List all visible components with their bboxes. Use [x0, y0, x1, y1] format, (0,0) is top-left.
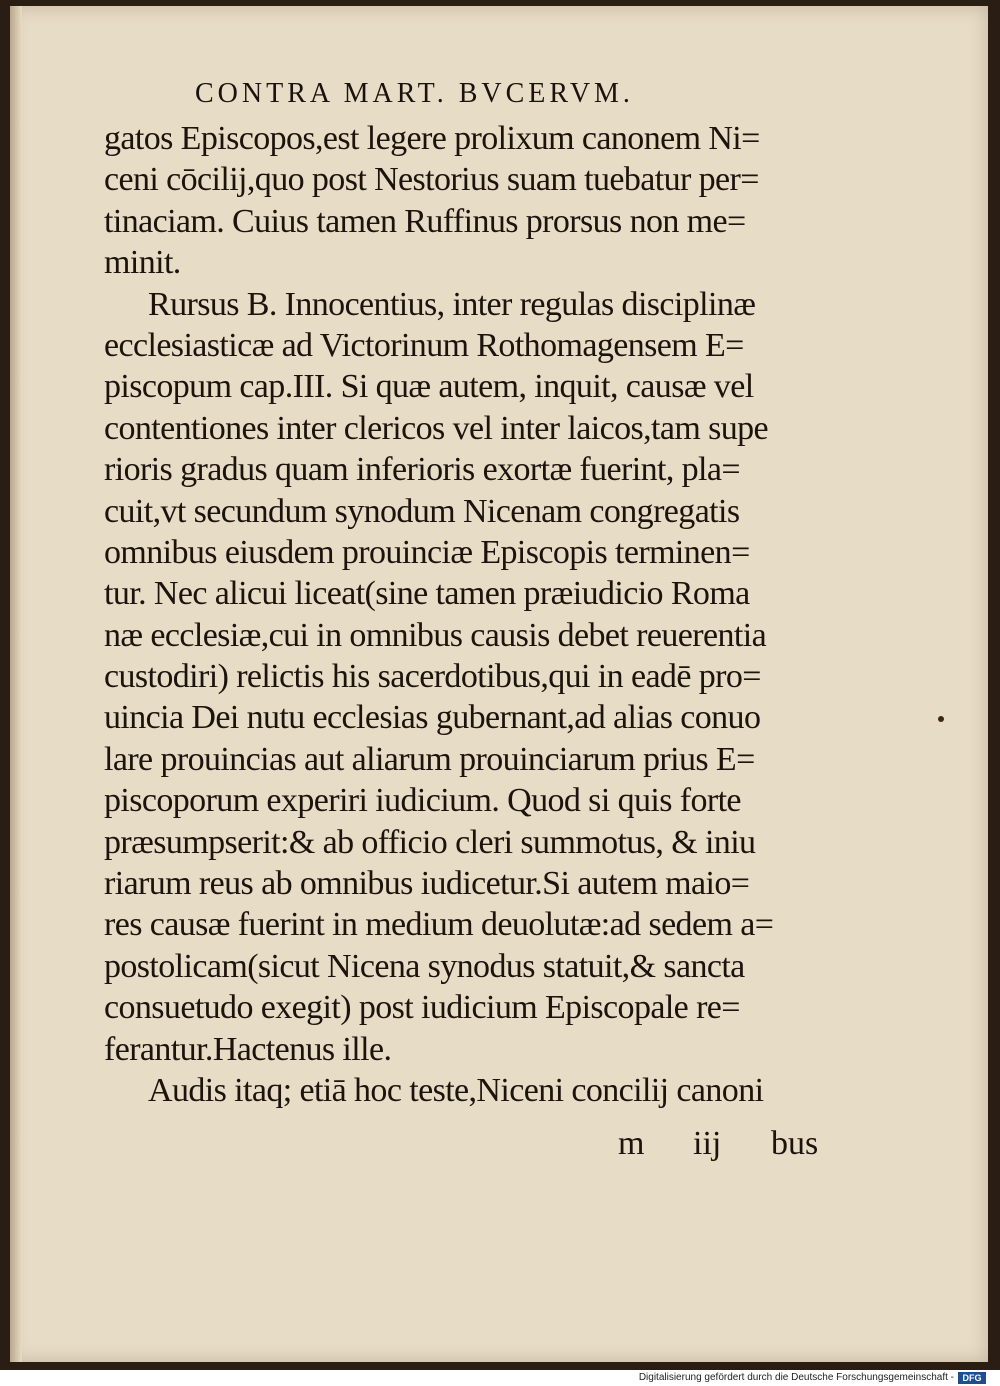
text-line-6: ecclesiasticæ ad Victorinum Rothomagensem E= [104, 326, 744, 364]
text-line-18: præsumpserit:& ab officio cleri summotus, & iniu [104, 823, 756, 861]
text-line-7: piscopum cap.III. Si quæ autem, inquit, causæ vel [104, 368, 754, 406]
catchword: bus [771, 1125, 819, 1162]
text-line-14: custodiri) relictis his sacerdotibus,qui in eadē pro= [104, 658, 761, 696]
text-line-9: rioris gradus quam inferioris exortæ fuerint, pla= [104, 451, 740, 489]
body-text [104, 118, 844, 1111]
text-line-1: gatos Episcopos,est legere prolixum canonem Ni= [104, 120, 760, 157]
text-line-17: piscoporum experiri iudicium. Quod si quis forte [104, 782, 741, 820]
text-line-13: næ ecclesiæ,cui in omnibus causis debet reuerentia [104, 616, 767, 654]
text-line-22: consuetudo exegit) post iudicium Episcopale re= [104, 989, 740, 1027]
text-line-2: ceni cōcilij,quo post Nestorius suam tuebatur per= [104, 161, 759, 199]
text-line-19: riarum reus ab omnibus iudicetur.Si autem maio= [104, 865, 750, 903]
running-head: CONTRA MART. BVCERVM. [195, 78, 634, 109]
dfg-logo-icon: DFG [958, 1372, 986, 1384]
credit-text: Digitalisierung gefördert durch die Deutsche Forschungsgemeinschaft - [638, 1372, 954, 1383]
signature-mark: m [618, 1125, 645, 1162]
text-line-15: uincia Dei nutu ecclesias gubernant,ad alias conuo [104, 699, 761, 737]
text-line-24: Audis itaq; etiā hoc teste,Niceni concilij canoni [148, 1071, 764, 1109]
text-line-23: ferantur.Hactenus ille. [104, 1030, 392, 1068]
ink-speck [938, 716, 944, 722]
signature-number: iij [693, 1125, 722, 1162]
text-line-8: contentiones inter clericos vel inter laicos,tam supe [104, 409, 769, 447]
text-line-3: tinaciam. Cuius tamen Ruffinus prorsus non me= [104, 202, 746, 240]
text-line-5: Rursus B. Innocentius, inter regulas disciplinæ [148, 285, 756, 323]
text-line-4: minit. [104, 244, 181, 282]
text-line-10: cuit,vt secundum synodum Nicenam congregatis [104, 492, 740, 530]
text-line-12: tur. Nec alicui liceat(sine tamen præiudicio Roma [104, 575, 750, 613]
text-line-16: lare prouincias aut aliarum prouinciarum prius E= [104, 740, 755, 778]
text-line-21: postolicam(sicut Nicena synodus statuit,& sancta [104, 947, 745, 985]
page-gutter-shadow [10, 6, 22, 1362]
text-line-11: omnibus eiusdem prouinciæ Episcopis terminen= [104, 533, 750, 571]
text-line-20: res causæ fuerint in medium deuolutæ:ad sedem a= [104, 906, 774, 944]
